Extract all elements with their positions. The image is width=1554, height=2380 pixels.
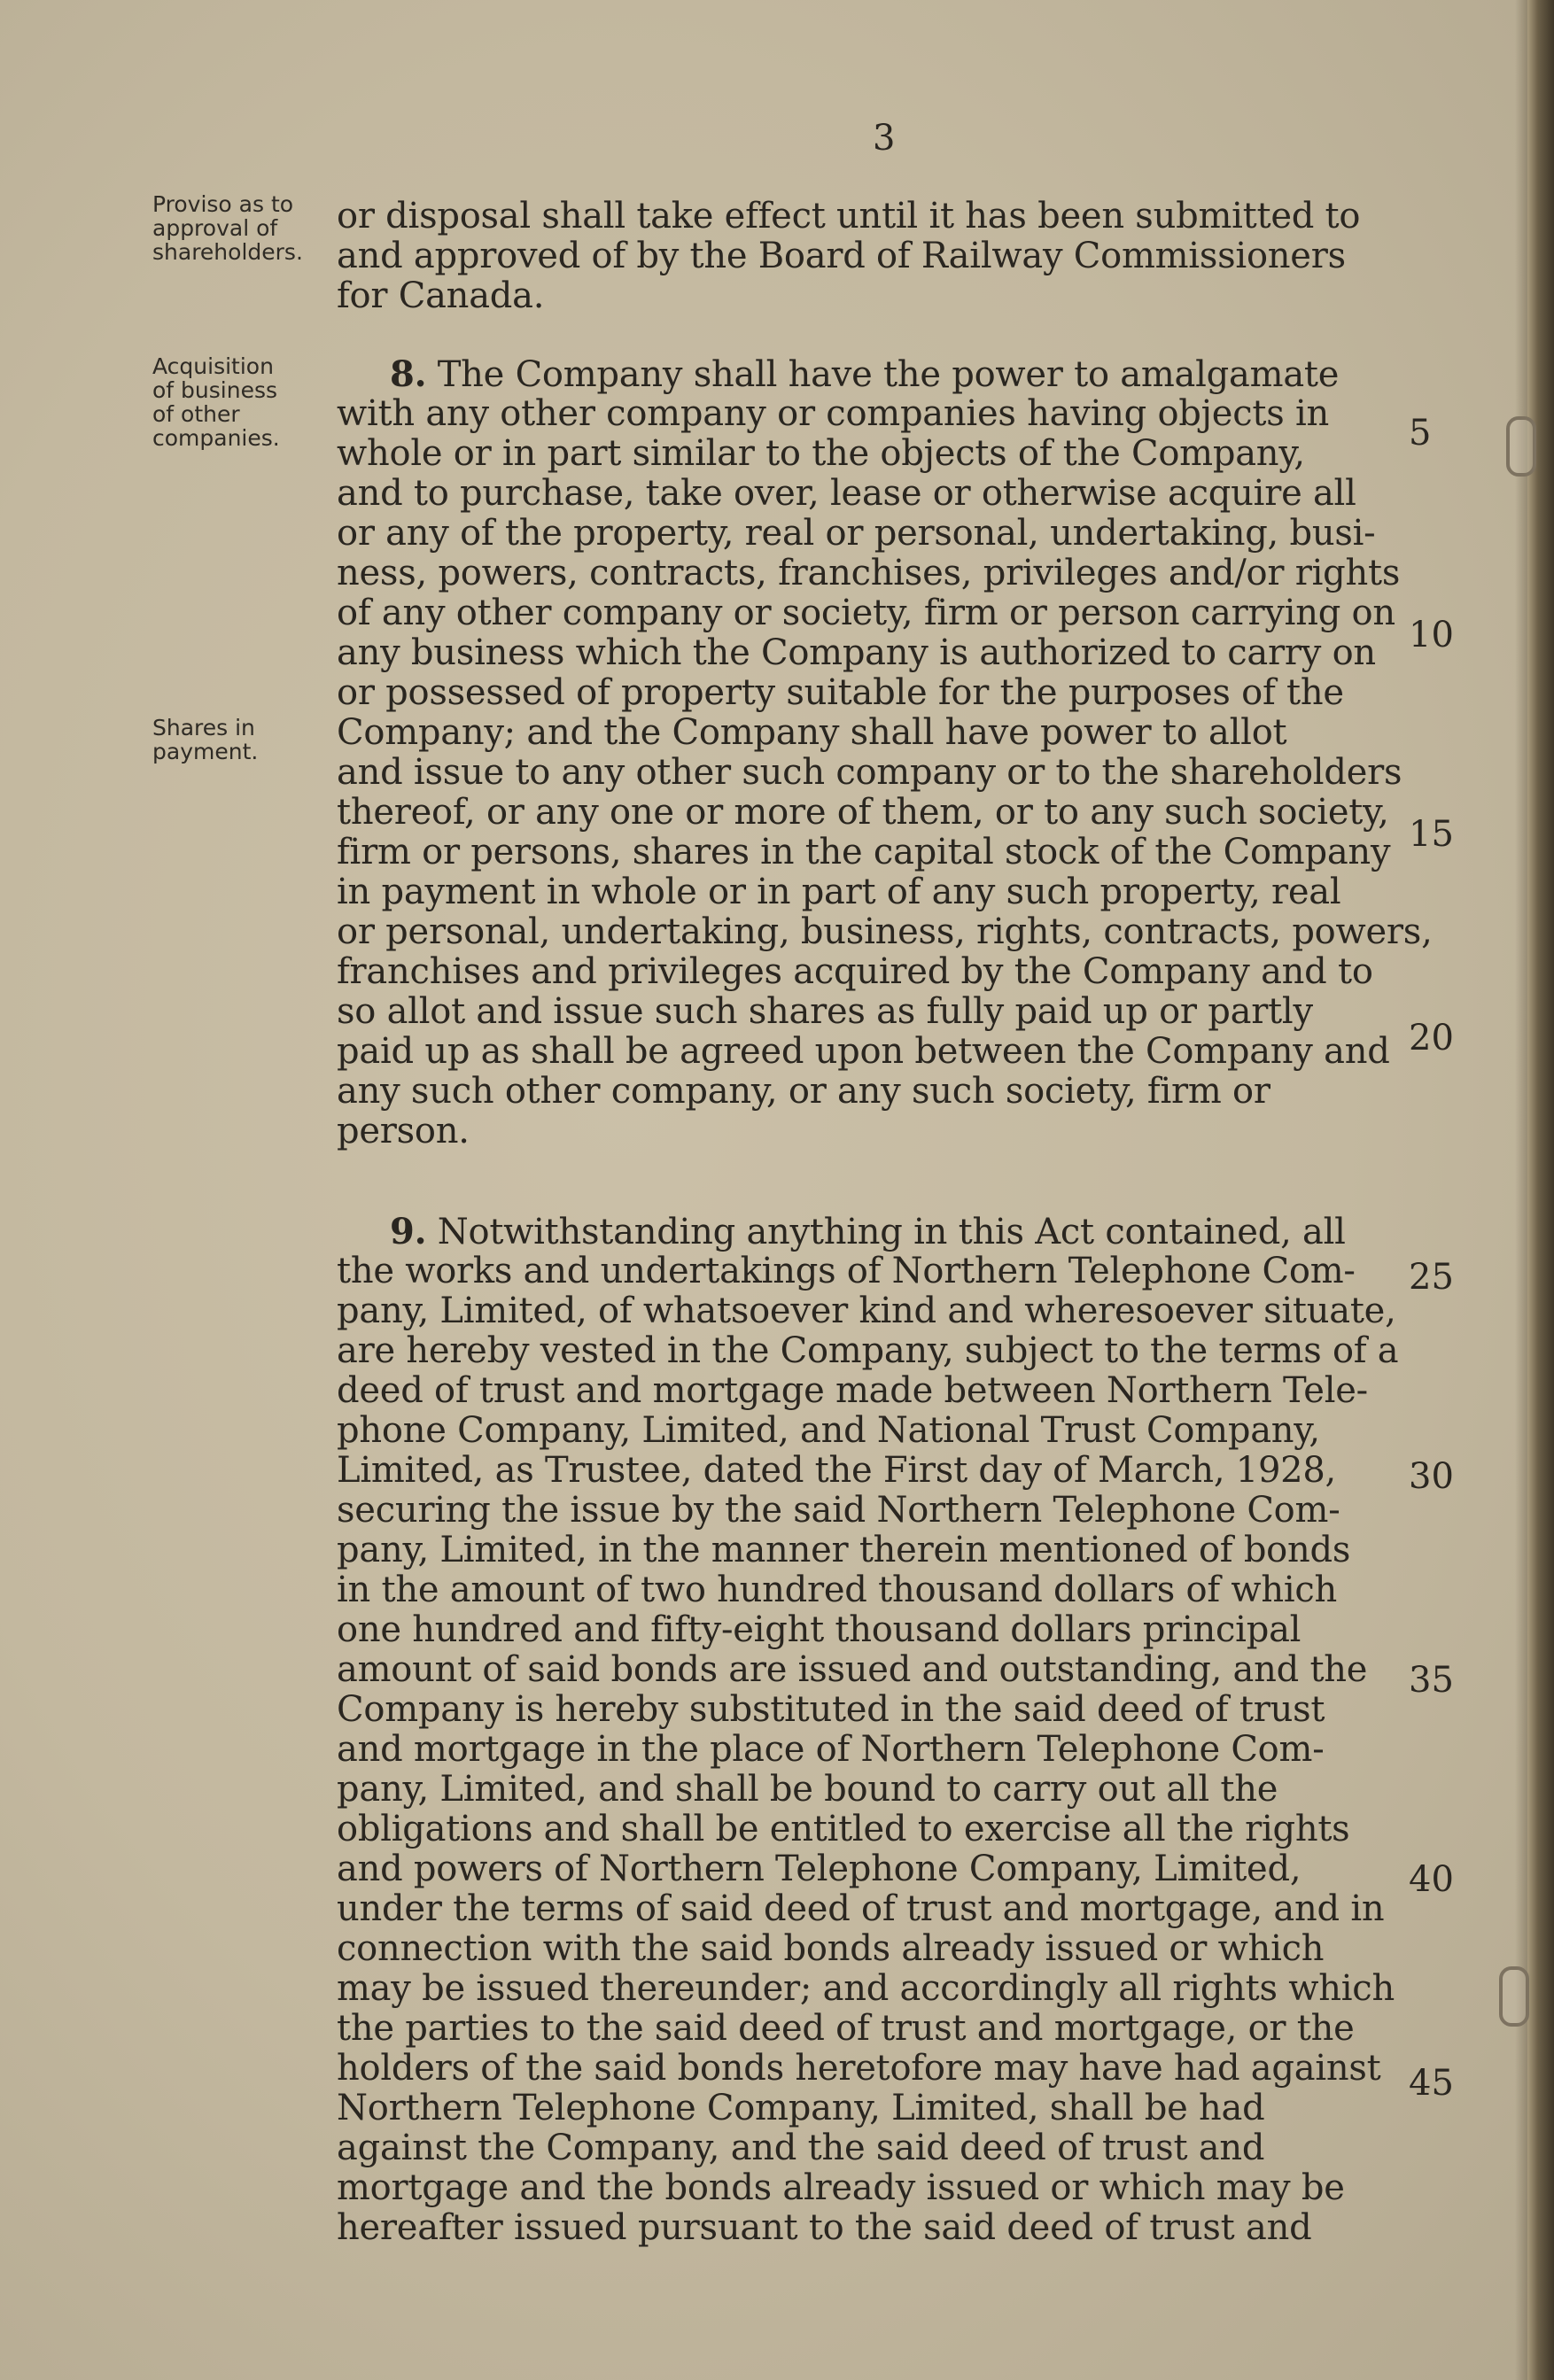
text-line: pany, Limited, of whatsoever kind and wheresoever situate, (337, 1291, 1396, 1331)
text-line: hereafter issued pursuant to the said deed of trust and (337, 2207, 1312, 2248)
text-line: in payment in whole or in part of any such property, real (337, 872, 1341, 912)
text-line: pany, Limited, in the manner therein mentioned of bonds (337, 1530, 1351, 1570)
text-line: the works and undertakings of Northern Telephone Com- (337, 1251, 1356, 1291)
text-line: whole or in part similar to the objects of the Company, (337, 433, 1305, 474)
margin-note-line: Proviso as to (152, 191, 294, 217)
binding-clip-icon (1499, 1966, 1529, 2027)
page-number: 3 (873, 118, 896, 159)
text-line: under the terms of said deed of trust and mortgage, and in (337, 1888, 1385, 1929)
line-number: 45 (1409, 2063, 1454, 2104)
page-binding-edge (1527, 0, 1554, 2380)
text-line: ness, powers, contracts, franchises, privileges and/or rights (337, 553, 1401, 593)
text-line: or any of the property, real or personal, undertaking, busi- (337, 513, 1376, 554)
text-line: for Canada. (337, 275, 545, 316)
margin-note-acquisition (152, 354, 338, 450)
text-line: of any other company or society, firm or person carrying on (337, 593, 1395, 633)
text-line: and powers of Northern Telephone Company, Limited, (337, 1849, 1301, 1889)
margin-note-line: of other (152, 401, 240, 427)
text-line: are hereby vested in the Company, subject to the terms of a (337, 1330, 1399, 1371)
text-line: Limited, as Trustee, dated the First day of March, 1928, (337, 1450, 1337, 1491)
margin-note-line: approval of (152, 215, 278, 241)
text-line: the parties to the said deed of trust and mortgage, or the (337, 2008, 1355, 2049)
text-line: and approved of by the Board of Railway Commissioners (337, 236, 1346, 276)
text-line: amount of said bonds are issued and outstanding, and the (337, 1649, 1368, 1690)
text-line: obligations and shall be entitled to exercise all the rights (337, 1809, 1350, 1849)
binding-clip-icon (1506, 416, 1536, 477)
text-line: may be issued thereunder; and accordingly all rights which (337, 1968, 1395, 2009)
line-number: 10 (1409, 615, 1454, 655)
line-number: 25 (1409, 1257, 1454, 1298)
margin-note-line: companies. (152, 425, 280, 451)
line-number: 40 (1409, 1859, 1454, 1900)
text-line: mortgage and the bonds already issued or which may be (337, 2167, 1345, 2208)
margin-note-line: payment. (152, 739, 259, 764)
text-line: and mortgage in the place of Northern Telephone Com- (337, 1729, 1325, 1770)
text-line: securing the issue by the said Northern Telephone Com- (337, 1490, 1340, 1531)
text-line: pany, Limited, and shall be bound to carry out all the (337, 1769, 1278, 1810)
text-line: against the Company, and the said deed of trust and (337, 2128, 1265, 2168)
text-line: one hundred and fifty-eight thousand dollars principal (337, 1609, 1301, 1650)
section-7-continuation (337, 197, 1426, 316)
margin-note-line: Shares in (152, 715, 255, 740)
text-line: Northern Telephone Company, Limited, shall be had (337, 2088, 1265, 2128)
text-line: connection with the said bonds already issued or which (337, 1928, 1325, 1969)
text-line: and to purchase, take over, lease or otherwise acquire all (337, 473, 1356, 514)
line-number: 30 (1409, 1456, 1454, 1497)
section-9 (337, 1212, 1426, 2248)
text-line: in the amount of two hundred thousand dollars of which (337, 1570, 1338, 1610)
text-line: any such other company, or any such society, firm or (337, 1071, 1270, 1112)
section-number: 9. (390, 1211, 427, 1252)
text-line: Notwithstanding anything in this Act contained, all (437, 1212, 1346, 1252)
text-line: so allot and issue such shares as fully paid up or partly (337, 991, 1313, 1032)
margin-note-shares (152, 716, 338, 764)
text-line: or possessed of property suitable for the purposes of the (337, 672, 1344, 713)
text-line: thereof, or any one or more of them, or to any such society, (337, 792, 1389, 833)
text-line: holders of the said bonds heretofore may have had against (337, 2048, 1381, 2089)
margin-note-proviso (152, 192, 338, 264)
text-line: or personal, undertaking, business, rights, contracts, powers, (337, 911, 1433, 952)
section-number: 8. (390, 353, 427, 395)
margin-note-line: Acquisition (152, 353, 274, 379)
text-line: firm or persons, shares in the capital stock of the Company (337, 832, 1391, 872)
text-line: Company is hereby substituted in the said deed of trust (337, 1689, 1325, 1730)
margin-note-line: shareholders. (152, 239, 303, 265)
section-9-first-line (337, 1212, 1426, 1252)
text-line: Company; and the Company shall have power to allot (337, 712, 1287, 753)
text-line: franchises and privileges acquired by the Company and to (337, 951, 1373, 992)
text-line: or disposal shall take effect until it has been submitted to (337, 196, 1361, 236)
margin-note-line: of business (152, 377, 278, 403)
text-line: any business which the Company is authorized to carry on (337, 632, 1376, 673)
section-8-first-line (337, 354, 1426, 394)
line-number: 20 (1409, 1018, 1454, 1058)
line-number: 5 (1409, 413, 1432, 454)
text-line: phone Company, Limited, and National Trust Company, (337, 1410, 1320, 1451)
text-line: The Company shall have the power to amalgamate (437, 354, 1340, 395)
line-number: 15 (1409, 814, 1454, 855)
text-line: and issue to any other such company or to the shareholders (337, 752, 1402, 793)
text-line: person. (337, 1111, 470, 1151)
text-line: deed of trust and mortgage made between Northern Tele- (337, 1370, 1368, 1411)
line-number: 35 (1409, 1660, 1454, 1701)
text-line: paid up as shall be agreed upon between the Company and (337, 1031, 1390, 1072)
text-line: with any other company or companies having objects in (337, 393, 1329, 434)
